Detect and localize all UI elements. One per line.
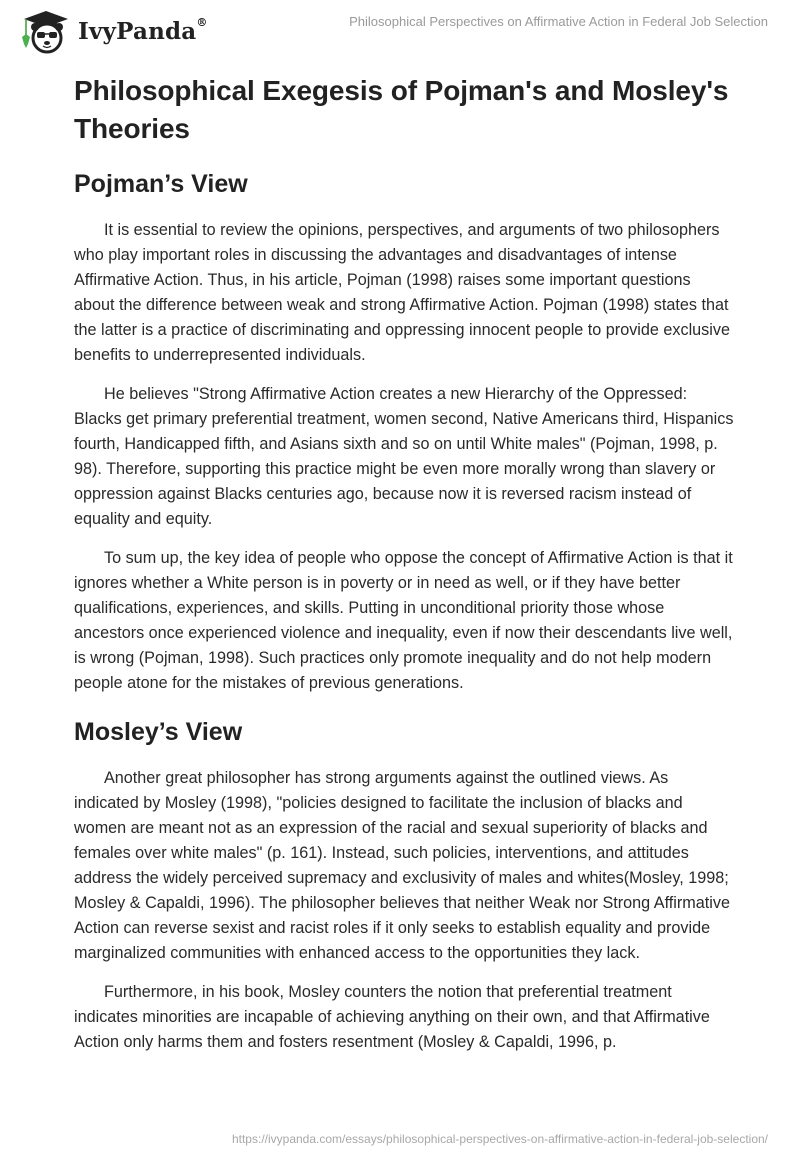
paragraph: It is essential to review the opinions, perspectives, and arguments of two philosophers who play important roles in discussing the advantages and disadvantages of intense Affirmative Action. Thus, in his article, Pojman (1998) raises some important questions about the difference between weak and strong Affirmative Action. Pojman (1998) states that the latter is a practice of discriminating and oppressing innocent people to provide exclusive benefits to underrepresented individuals. <box>74 221 730 364</box>
paragraph: Furthermore, in his book, Mosley counters the notion that preferential treatment indicates minorities are incapable of achieving anything on their own, and that Affirmative Action only harms them and fosters resentment (Mosley & Capaldi, 1996, p. <box>74 983 710 1051</box>
brand-name: IvyPanda® <box>78 15 208 45</box>
source-url[interactable]: https://ivypanda.com/essays/philosophical-perspectives-on-affirmative-action-in-federal-job-selection/ <box>231 1132 768 1146</box>
paragraph: He believes "Strong Affirmative Action creates a new Hierarchy of the Oppressed: Blacks get primary preferential treatment, women second, Native Americans third, Hispanics fourth, Handicapped fifth, and Asians sixth and so on until White males" (Pojman, 1998, p. 98). Therefore, supporting this practice might be even more morally wrong than slavery or oppression against Blacks centuries ago, because now it is reversed racism instead of equality and equity. <box>74 385 734 528</box>
section-heading-pojman: Pojman’s View <box>74 170 248 198</box>
paragraph: To sum up, the key idea of people who oppose the concept of Affirmative Action is that it ignores whether a White person is in poverty or in need as well, or if they have better qualifications, experiences, and skills. Putting in unconditional priority those whose ancestors once experienced violence and inequality, even if now their descendants live well, is wrong (Pojman, 1998). Such practices only promote inequality and do not help modern people atone for the mistakes of previous generations. <box>74 549 733 692</box>
article-body <box>74 72 734 1069</box>
panda-graduate-icon <box>18 8 74 54</box>
paragraph: Another great philosopher has strong arguments against the outlined views. As indicated by Mosley (1998), "policies designed to facilitate the inclusion of blacks and women are meant not as an expression of the racial and sexual superiority of blacks and females over white males" (p. 161). Instead, such policies, interventions, and attitudes address the widely perceived supremacy and exclusivity of males and whites(Mosley, 1998; Mosley & Capaldi, 1996). The philosopher believes that neither Weak nor Strong Affirmative Action can reverse sexist and racist roles if it only seeks to establish equality and provide marginalized communities with enhanced access to the opportunities they lack. <box>74 769 730 962</box>
section-heading-mosley: Mosley’s View <box>74 718 243 746</box>
page-title: Philosophical Exegesis of Pojman's and Mosley's Theories <box>74 75 729 144</box>
ivypanda-logo[interactable] <box>18 8 208 54</box>
page-header <box>0 0 800 56</box>
document-title: Philosophical Perspectives on Affirmative Action in Federal Job Selection <box>349 14 768 29</box>
